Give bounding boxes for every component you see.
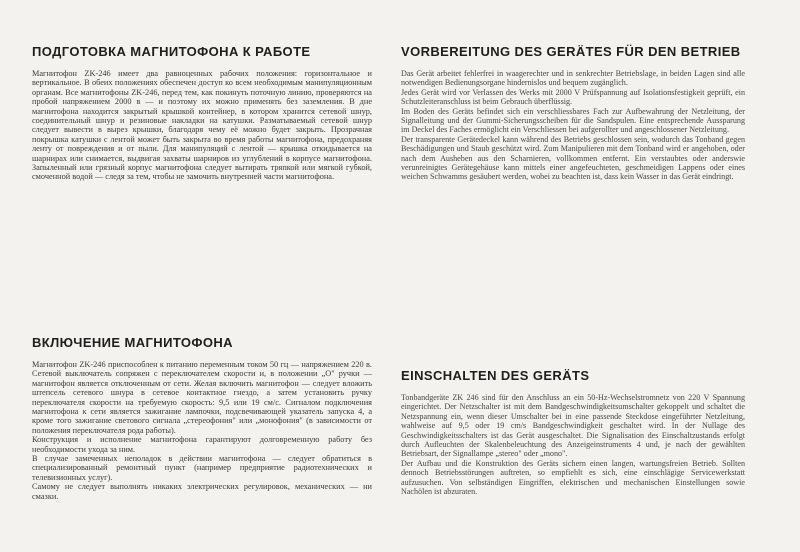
de-switching-on-heading: EINSCHALTEN DES GERÄTS bbox=[401, 368, 590, 383]
de-preparation-body bbox=[401, 69, 745, 182]
ru-switching-on-section bbox=[32, 335, 372, 501]
de-switching-on-paragraph: Tonbandgeräte ZK 246 sind für den Anschluss an ein 50-Hz-Wechselstromnetz von 220 V Spannung eingerichtet. Der Netzschalter ist mit dem Bandgeschwindigkeitsumschalter gekoppelt und schaltet die Netzspannung ein, wenn dieser Umschalter bei in eine passende Steckdose eingeführter Netzleitung, wahlweise auf 9,5 oder 19 cm/s Bandgeschwindigkeit geschaltet wird. In der Nullage des Geschwindigkeitsschalters ist das Gerät ausgeschaltet. Die Signalisation des Einschaltzustands erfolgt durch Aufleuchten der Skalenbeleuchtung des Anzeigeinstruments 4 und, je nach der gewählten Betriebsart, der Signallampe „stereo" oder „mono". bbox=[401, 393, 745, 459]
ru-preparation-paragraph: Магнитофон ZK-246 имеет два равноценных рабочих положения: горизонтальное и вертикальное. В обеих положениях обеспечен доступ ко всем необходимым манипуляционным органам. Все магнитофоны ZK-246, перед тем, как покинуть поточную линию, проверяются на пробой напряжением 2000 в — и поэтому их можно применять без заземления. В дне магнитофона находится закрытый крышкой контейнер, в котором хранится сетевой шнур, соединительный шнур и резиновые накладки на катушки. Разматываемый сетевой шнур следует вывести в вырез крышки, благодаря чему её можно будет закрыть. Прозрачная покрышка катушки с лентой может быть закрыта во время работы магнитофона, предохраняя ленту от повреждения и от пыли. Для манипуляций с лентой — крышка откидывается на шарнирах или снимается, выдвигая захваты шарниров из углублений в корпусе магнитофона. Запыленный или грязный корпус магнитофона следует вытирать тряпкой или мягкой губкой, смоченной водой — следя за тем, чтобы не замочить внутренней части магнитофона. bbox=[32, 69, 372, 182]
ru-switching-on-paragraph: Конструкция и исполнение магнитофона гарантируют долговременную работу без необходимости ухода за ним. bbox=[32, 435, 372, 454]
ru-switching-on-paragraph: В случае замеченных неполадок в действии магнитофона — следует обратиться в специализированный ремонтный пункт (например предприятие радиотехнических и телевизионных услуг). bbox=[32, 454, 372, 482]
de-switching-on-paragraph: Der Aufbau und die Konstruktion des Geräts sichern einen langen, wartungsfreien Betrieb. Sollten dennoch Betriebsstörungen auftreten, so empfiehlt es sich, eine einschlägige Servicewerkstatt aufzusuchen. Von selbständigen Eingriffen, elektrischen und mechanischen Einstellungen sowie Nachölen ist abzuraten. bbox=[401, 458, 745, 497]
ru-switching-on-body bbox=[32, 360, 372, 501]
de-preparation-heading: VORBEREITUNG DES GERÄTES FÜR DEN BETRIEB bbox=[401, 44, 741, 59]
de-preparation-section bbox=[401, 44, 745, 182]
ru-switching-on-paragraph: Магнитофон ZK-246 приспособлен к питанию переменным током 50 гц — напряжением 220 в. Сетевой выключатель сопряжен с переключателем скорости и, в положении „О" ручки — магнитофон является отключенным от сети. Желая включить магнитофон — следует вложить штепсель сетевого шнура в сетевое контактное гнездо, а затем установить ручку переключателя скорости на требуемую скорость: 9,5 или 19 см/с. Сигналом подключения магнитофона к сети является зажигание лампочки, подсвечивающей указатель запуска 4, а кроме того зажигание светового сигнала „стереофония" или „монофония" (в зависимости от положения переключателя рода работы). bbox=[32, 360, 372, 435]
ru-preparation-body bbox=[32, 69, 372, 182]
de-switching-on-section bbox=[401, 368, 745, 496]
de-preparation-paragraph: Der transparente Gerätedeckel kann während des Betriebs geschlossen sein, wodurch das Tonband gegen Beschädigungen und Staub geschützt wird. Zum Manipulieren mit dem Tonband wird er angehoben, oder nach dem Ausheben aus den Scharnieren, vollkommen entfernt. Ein verstaubtes oder anderswie verunreinigtes Gerätegehäuse kann mittels einer angefeuchteten, geschmeidigen Lappens oder eines weichen Schwamms gesäubert werden, wobei zu beachten ist, dass kein Wasser in das Gerät eindringt. bbox=[401, 134, 745, 182]
de-preparation-paragraph: Das Gerät arbeitet fehlerfrei in waagerechter und in senkrechter Betriebslage, in beiden Lagen sind alle notwendigen Bedienungsorgane hindernislos und bequem zugänglich. bbox=[401, 69, 745, 88]
ru-switching-on-paragraph: Самому не следует выполнять никаких электрических регулировок, механических — ни смазки. bbox=[32, 482, 372, 501]
de-switching-on-body bbox=[401, 393, 745, 496]
ru-switching-on-heading: ВКЛЮЧЕНИЕ МАГНИТОФОНА bbox=[32, 335, 233, 350]
de-preparation-paragraph: Jedes Gerät wird vor Verlassen des Werks mit 2000 V Prüfspannung auf Isolationsfestigkeit geprüft, ein Schutzleiteranschluss ist beim Gebrauch überflüssig. bbox=[401, 87, 745, 107]
ru-preparation-section bbox=[32, 44, 372, 182]
ru-preparation-heading: ПОДГОТОВКА МАГНИТОФОНА К РАБОТЕ bbox=[32, 44, 311, 59]
de-preparation-paragraph: Im Boden des Geräts befindet sich ein verschliessbares Fach zur Aufbewahrung der Netzleitung, der Signalleitung und der Gummi-Sicherungsscheiben für die Sandspulen. Eine entsprechende Aussparung im Deckel des Faches ermöglicht ein Verschliessen bei aufgerollter und angeschlossener Netzleitung. bbox=[401, 106, 745, 135]
